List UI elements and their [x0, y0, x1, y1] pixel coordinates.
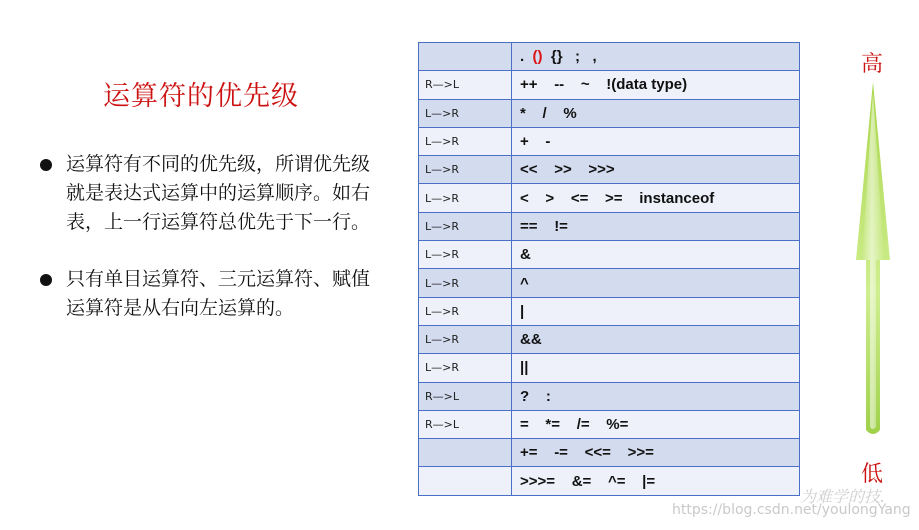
ops-cell: | — [512, 297, 800, 325]
table-row — [419, 99, 800, 127]
table-row — [419, 382, 800, 410]
ops-cell: += -= <<= >>= — [512, 439, 800, 467]
ops-cell: ++ -- ~ !(data type) — [512, 71, 800, 99]
table-row — [419, 71, 800, 99]
assoc-cell: L—>R — [419, 127, 512, 155]
ops-cell: + - — [512, 127, 800, 155]
assoc-cell: L—>R — [419, 297, 512, 325]
assoc-cell — [419, 467, 512, 495]
assoc-cell: R—>L — [419, 382, 512, 410]
priority-arrow-icon — [856, 82, 890, 438]
ops-cell: << >> >>> — [512, 156, 800, 184]
table-row — [419, 439, 800, 467]
table-row — [419, 410, 800, 438]
ops-cell: ? : — [512, 382, 800, 410]
precedence-table — [418, 42, 800, 496]
ops-cell — [512, 43, 800, 71]
bullet-dot-icon — [40, 274, 52, 286]
ops-text: . — [520, 48, 533, 66]
watermark-cn: 为难学的技. — [800, 487, 886, 506]
table-row — [419, 156, 800, 184]
table-row — [419, 241, 800, 269]
ops-cell: ^ — [512, 269, 800, 297]
ops-cell: == != — [512, 212, 800, 240]
ops-paren-text: () — [532, 48, 543, 66]
page-title: 运算符的优先级 — [103, 81, 299, 112]
assoc-cell: L—>R — [419, 212, 512, 240]
bullet-dot-icon — [40, 159, 52, 171]
bullet-item — [38, 265, 388, 323]
table-row — [419, 467, 800, 495]
assoc-cell: L—>R — [419, 325, 512, 353]
assoc-cell: R—>L — [419, 410, 512, 438]
table-row — [419, 127, 800, 155]
ops-cell: < > <= >= instanceof — [512, 184, 800, 212]
ops-cell: = *= /= %= — [512, 410, 800, 438]
bullet-list — [38, 150, 388, 351]
ops-cell: * / % — [512, 99, 800, 127]
ops-text: {} ; , — [542, 48, 597, 66]
table-row — [419, 184, 800, 212]
ops-cell: || — [512, 354, 800, 382]
ops-cell: >>>= &= ^= |= — [512, 467, 800, 495]
ops-cell: && — [512, 325, 800, 353]
assoc-cell: L—>R — [419, 99, 512, 127]
assoc-cell: L—>R — [419, 354, 512, 382]
table-row — [419, 354, 800, 382]
assoc-cell: L—>R — [419, 184, 512, 212]
high-label: 高 — [861, 52, 884, 77]
watermark-url: https://blog.csdn.net/youlongYang — [672, 502, 911, 518]
table-row — [419, 43, 800, 71]
assoc-cell — [419, 439, 512, 467]
assoc-cell: L—>R — [419, 241, 512, 269]
ops-cell: & — [512, 241, 800, 269]
assoc-cell: L—>R — [419, 156, 512, 184]
assoc-cell: R—>L — [419, 71, 512, 99]
table-row — [419, 269, 800, 297]
table-row — [419, 212, 800, 240]
assoc-cell — [419, 43, 512, 71]
bullet-text: 只有单目运算符、三元运算符、赋值运算符是从右向左运算的。 — [66, 268, 371, 319]
assoc-cell: L—>R — [419, 269, 512, 297]
table-row — [419, 325, 800, 353]
bullet-text: 运算符有不同的优先级，所谓优先级就是表达式运算中的运算顺序。如右表，上一行运算符总优先于下一行。 — [66, 153, 371, 233]
low-label: 低 — [861, 462, 884, 487]
table-row — [419, 297, 800, 325]
bullet-item — [38, 150, 388, 237]
